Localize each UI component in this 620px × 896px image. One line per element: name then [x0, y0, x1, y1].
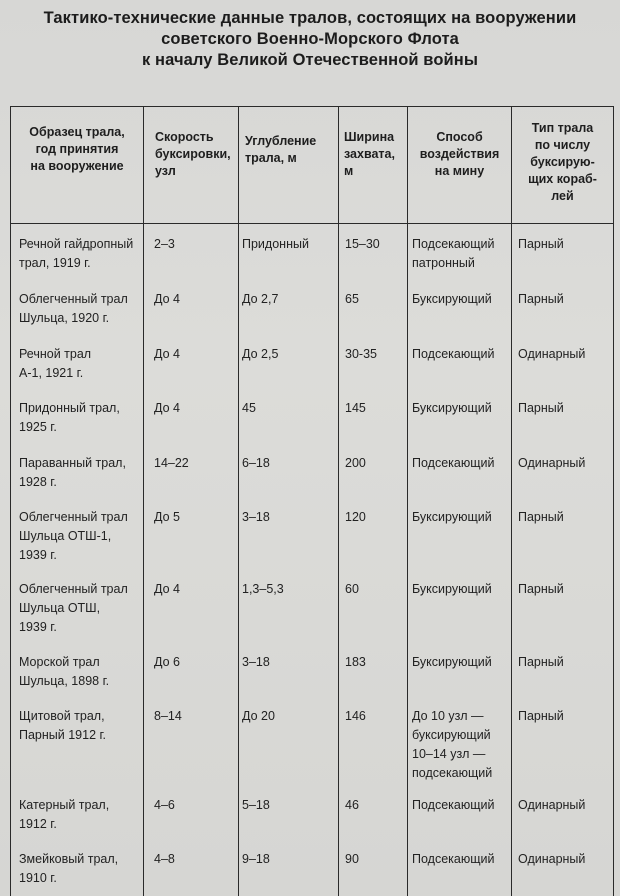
- cell-depth: 9–18: [242, 852, 270, 866]
- cell-width: 120: [345, 510, 366, 524]
- cell-depth: Придонный: [242, 237, 309, 251]
- cell-method: Подсекающий патронный: [412, 237, 495, 270]
- header-speed: Скорость буксировки, узл: [155, 130, 231, 178]
- cell-speed: До 4: [154, 292, 180, 306]
- header-depth: Углубление трала, м: [245, 134, 317, 165]
- cell-method: Подсекающий: [412, 798, 495, 812]
- cell-speed: До 4: [154, 582, 180, 596]
- cell-sample: Змейковый трал, 1910 г.: [19, 852, 119, 885]
- column-divider: [143, 107, 144, 896]
- header-width: Ширина захвата, м: [344, 130, 395, 178]
- cell-method: Буксирующий: [412, 582, 492, 596]
- cell-speed: До 6: [154, 655, 180, 669]
- cell-method: Подсекающий: [412, 852, 495, 866]
- cell-type: Парный: [518, 655, 564, 669]
- title-line-3: к началу Великой Отечественной войны: [141, 51, 479, 69]
- cell-speed: 8–14: [154, 709, 182, 723]
- cell-sample: Речной гайдропный трал, 1919 г.: [19, 237, 134, 270]
- title-line-2: советского Военно-Морского Флота: [161, 30, 459, 48]
- cell-sample: Облегченный трал Шульца ОТШ-1, 1939 г.: [19, 510, 128, 562]
- cell-sample: Катерный трал, 1912 г.: [19, 798, 110, 831]
- cell-sample: Щитовой трал, Парный 1912 г.: [19, 709, 107, 742]
- cell-type: Парный: [518, 401, 564, 415]
- column-divider: [238, 107, 239, 896]
- cell-method: Буксирующий: [412, 401, 492, 415]
- cell-width: 145: [345, 401, 366, 415]
- cell-sample: Облегченный трал Шульца ОТШ, 1939 г.: [19, 582, 128, 634]
- cell-type: Парный: [518, 237, 564, 251]
- cell-method: Буксирующий: [412, 655, 492, 669]
- cell-sample: Облегченный трал Шульца, 1920 г.: [19, 292, 128, 325]
- cell-type: Одинарный: [518, 852, 586, 866]
- column-divider: [511, 107, 512, 896]
- cell-width: 90: [345, 852, 359, 866]
- cell-depth: 3–18: [242, 655, 270, 669]
- cell-width: 183: [345, 655, 366, 669]
- cell-sample: Речной трал А-1, 1921 г.: [19, 347, 92, 380]
- cell-type: Парный: [518, 709, 564, 723]
- cell-type: Парный: [518, 582, 564, 596]
- cell-depth: До 2,7: [242, 292, 279, 306]
- cell-type: Одинарный: [518, 347, 586, 361]
- cell-type: Парный: [518, 510, 564, 524]
- header-divider: [11, 223, 613, 224]
- title-line-1: Тактико-технические данные тралов, состоящих на вооружении: [43, 9, 577, 27]
- cell-method: До 10 узл — буксирующий 10–14 узл — подсекающий: [412, 709, 493, 780]
- cell-depth: 45: [242, 401, 256, 415]
- column-divider: [338, 107, 339, 896]
- cell-width: 15–30: [345, 237, 380, 251]
- cell-speed: 14–22: [154, 456, 189, 470]
- cell-method: Подсекающий: [412, 456, 495, 470]
- page-title: [0, 8, 620, 71]
- cell-sample: Придонный трал, 1925 г.: [19, 401, 120, 434]
- cell-width: 200: [345, 456, 366, 470]
- header-sample: Образец трала, год принятия на вооружение: [29, 125, 125, 173]
- cell-type: Одинарный: [518, 798, 586, 812]
- cell-depth: 5–18: [242, 798, 270, 812]
- cell-depth: До 2,5: [242, 347, 279, 361]
- cell-depth: 1,3–5,3: [242, 582, 284, 596]
- cell-width: 65: [345, 292, 359, 306]
- cell-speed: 4–8: [154, 852, 175, 866]
- cell-speed: До 4: [154, 347, 180, 361]
- trawl-specs-table: [10, 106, 614, 896]
- cell-depth: 3–18: [242, 510, 270, 524]
- cell-type: Парный: [518, 292, 564, 306]
- header-type: Тип трала по числу буксирую- щих кораб- лей: [528, 121, 597, 203]
- cell-width: 30-35: [345, 347, 377, 361]
- header-method: Способ воздействия на мину: [419, 130, 500, 178]
- cell-depth: 6–18: [242, 456, 270, 470]
- cell-method: Подсекающий: [412, 347, 495, 361]
- cell-speed: 4–6: [154, 798, 175, 812]
- cell-width: 60: [345, 582, 359, 596]
- cell-method: Буксирующий: [412, 510, 492, 524]
- cell-width: 146: [345, 709, 366, 723]
- cell-depth: До 20: [242, 709, 275, 723]
- cell-width: 46: [345, 798, 359, 812]
- cell-type: Одинарный: [518, 456, 586, 470]
- cell-speed: До 5: [154, 510, 180, 524]
- cell-speed: 2–3: [154, 237, 175, 251]
- cell-speed: До 4: [154, 401, 180, 415]
- column-divider: [407, 107, 408, 896]
- cell-sample: Параванный трал, 1928 г.: [19, 456, 126, 489]
- cell-sample: Морской трал Шульца, 1898 г.: [19, 655, 110, 688]
- cell-method: Буксирующий: [412, 292, 492, 306]
